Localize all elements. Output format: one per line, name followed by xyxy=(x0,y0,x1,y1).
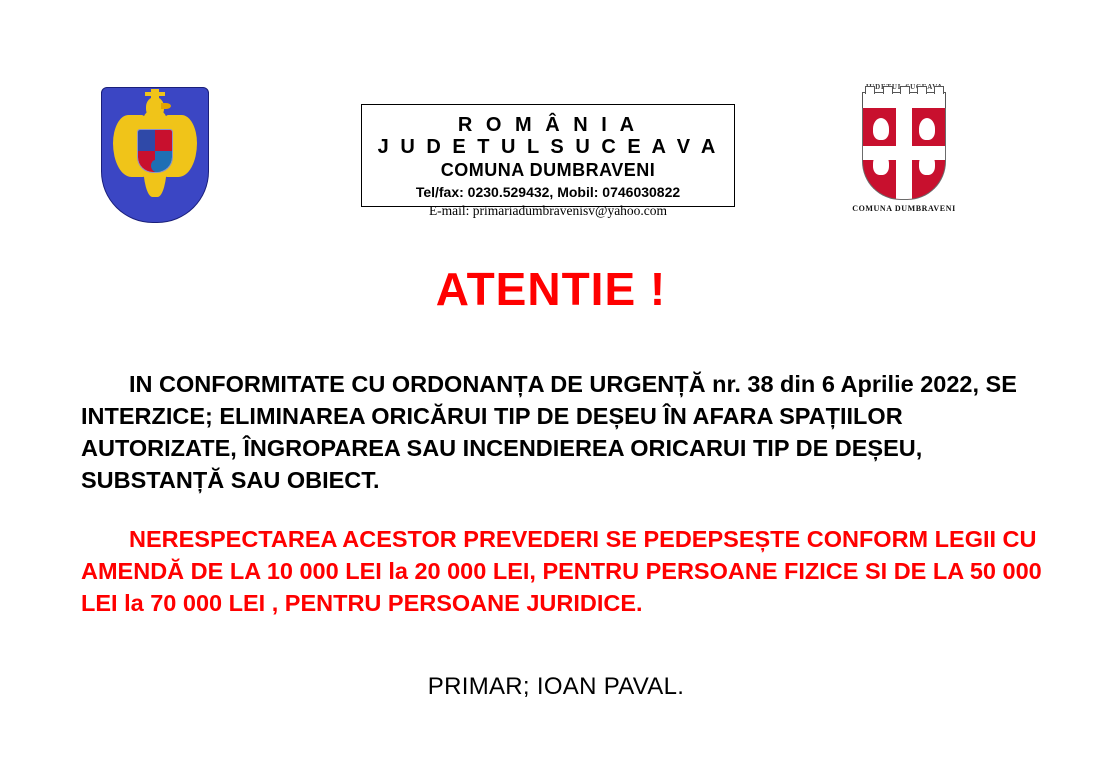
notice-paragraph-black xyxy=(81,368,1056,496)
page-title: ATENTIE ! xyxy=(435,263,667,315)
escutcheon xyxy=(137,129,173,173)
eagle-beak xyxy=(161,103,171,109)
commune-line: COMUNA DUMBRAVENI xyxy=(440,160,656,180)
merlon xyxy=(934,86,944,94)
signature-block xyxy=(0,673,1102,701)
romania-coat-of-arms-icon xyxy=(101,87,209,223)
signature-text: PRIMAR; IOAN PAVAL. xyxy=(427,673,685,700)
dolphin-icon xyxy=(151,160,161,172)
notice-paragraph-red-text: NERESPECTAREA ACESTOR PREVEDERI SE PEDEPSEȘTE CONFORM LEGII CU AMENDĂ DE LA 10 000 LEI la 20 000 LEI, PENTRU PERSOANE FIZICE SI DE LA 50 000 LEI la 70 000 LEI , PENTRU PERSOANE JURIDICE. xyxy=(81,526,1042,616)
institution-title-box xyxy=(361,104,735,218)
fortress-crown xyxy=(862,92,946,108)
merlon xyxy=(865,86,875,94)
bird-icon xyxy=(919,118,935,140)
bird-icon xyxy=(873,118,889,140)
phone-line: Tel/fax: 0230.529432, Mobil: 0746030822 xyxy=(415,184,681,200)
quarter-one xyxy=(138,130,155,151)
merlon xyxy=(900,86,910,94)
coat-of-arms-bottom-label: COMUNA DUMBRAVENI xyxy=(852,204,956,213)
document-header xyxy=(0,78,1102,228)
merlon xyxy=(917,86,927,94)
merlon xyxy=(883,86,893,94)
country-line: R O M Â N I A xyxy=(457,114,639,136)
quarter-two xyxy=(155,130,172,151)
notice-paragraph-black-text: IN CONFORMITATE CU ORDONANȚA DE URGENȚĂ nr. 38 din 6 Aprilie 2022, SE INTERZICE; ELIMINAREA ORICĂRUI TIP DE DEȘEU ÎN AFARA SPAȚIILOR AUTORIZATE, ÎNGROPAREA SAU INCENDIEREA ORICARUI TIP DE DEȘEU, SUBSTANȚĂ SAU OBIECT. xyxy=(81,371,1017,493)
bird-icon xyxy=(873,153,889,175)
county-line: J U D E T U L S U C E A V A xyxy=(377,136,719,158)
bird-icon xyxy=(919,153,935,175)
notice-paragraph-red xyxy=(81,523,1056,619)
shield-shape xyxy=(862,108,946,200)
email-line: E-mail: primariadumbravenisv@yahoo.com xyxy=(428,203,668,218)
cross-icon xyxy=(151,89,159,101)
dumbraveni-coat-of-arms-icon xyxy=(852,83,956,228)
